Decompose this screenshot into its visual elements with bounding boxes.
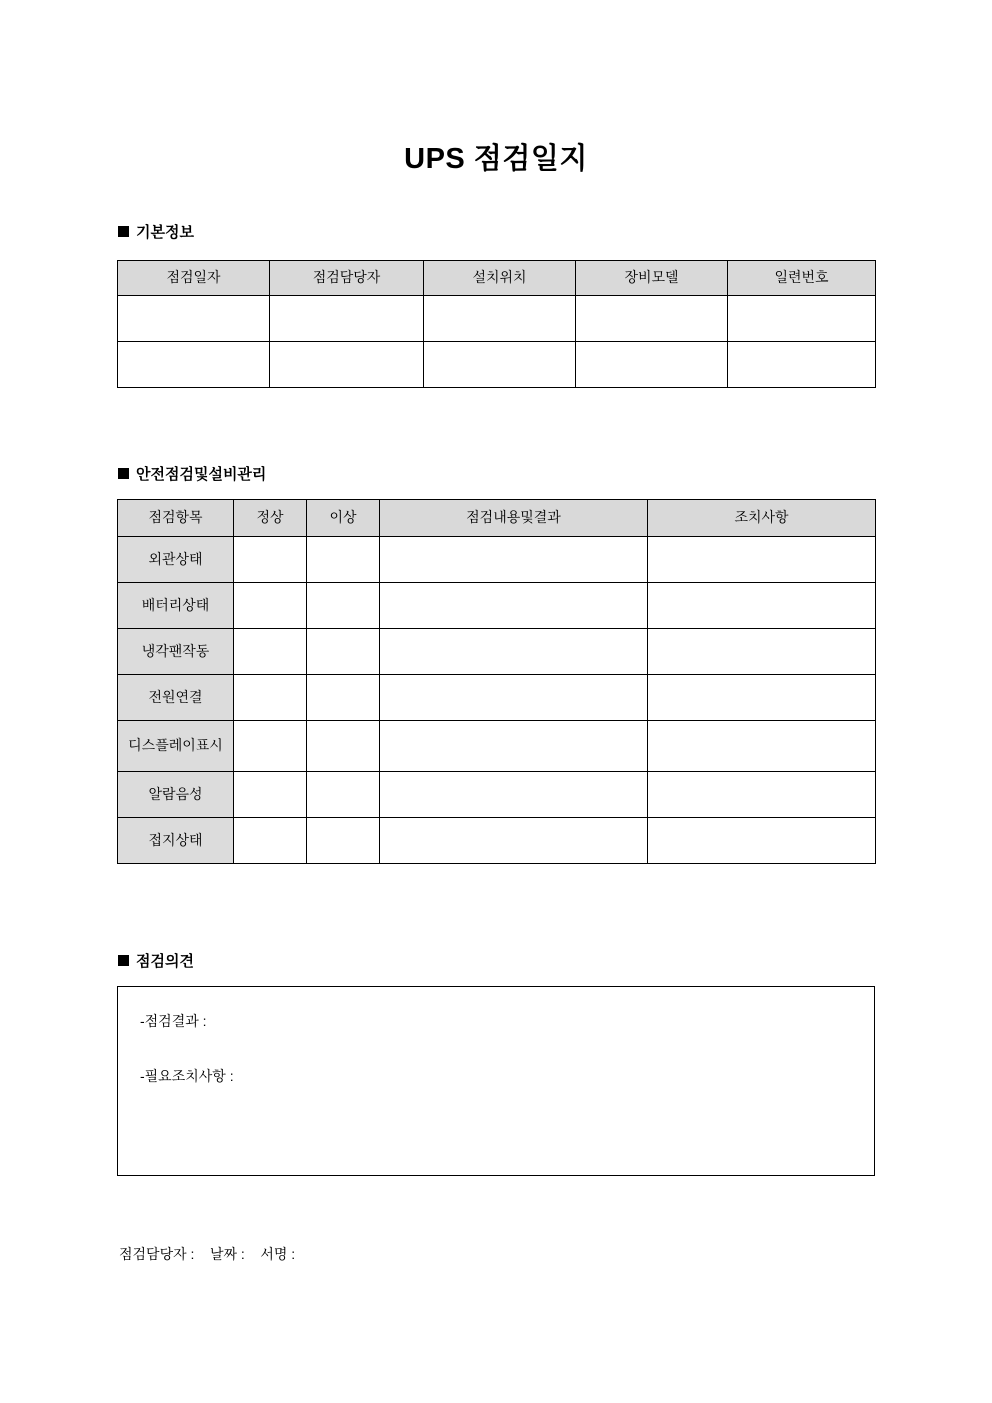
column-header-normal: 정상 (234, 500, 307, 537)
row-label-appearance: 외관상태 (118, 537, 234, 583)
cell-abnormal[interactable] (307, 818, 380, 864)
cell-detail[interactable] (380, 629, 648, 675)
cell-action[interactable] (648, 629, 876, 675)
cell-equipment-model[interactable] (576, 296, 728, 342)
section-heading-basic-info (118, 221, 194, 242)
cell-serial-number[interactable] (728, 342, 876, 388)
column-header-action-taken: 조치사항 (648, 500, 876, 537)
cell-action[interactable] (648, 772, 876, 818)
row-label-power-connection: 전원연결 (118, 675, 234, 721)
cell-abnormal[interactable] (307, 629, 380, 675)
cell-action[interactable] (648, 721, 876, 772)
cell-inspector[interactable] (270, 342, 424, 388)
cell-detail[interactable] (380, 583, 648, 629)
column-header-check-detail: 점검내용및결과 (380, 500, 648, 537)
table-row (118, 721, 876, 772)
section-heading-opinion (118, 950, 194, 971)
basic-info-table (117, 260, 876, 388)
row-label-display-indication: 디스플레이표시 (118, 721, 234, 772)
cell-install-location[interactable] (424, 296, 576, 342)
safety-check-table (117, 499, 876, 864)
cell-normal[interactable] (234, 537, 307, 583)
table-header-row (118, 261, 876, 296)
table-header-row (118, 500, 876, 537)
column-header-inspector: 점검담당자 (270, 261, 424, 296)
table-row (118, 629, 876, 675)
square-bullet-icon (118, 468, 129, 479)
square-bullet-icon (118, 226, 129, 237)
section-heading-opinion-label: 점검의견 (136, 953, 194, 970)
cell-action[interactable] (648, 675, 876, 721)
cell-abnormal[interactable] (307, 675, 380, 721)
cell-detail[interactable] (380, 675, 648, 721)
cell-abnormal[interactable] (307, 583, 380, 629)
cell-abnormal[interactable] (307, 772, 380, 818)
opinion-textbox[interactable] (117, 986, 875, 1176)
column-header-check-item: 점검항목 (118, 500, 234, 537)
section-heading-safety-check-label: 안전점검및설비관리 (136, 466, 267, 483)
cell-equipment-model[interactable] (576, 342, 728, 388)
cell-normal[interactable] (234, 675, 307, 721)
cell-serial-number[interactable] (728, 296, 876, 342)
cell-action[interactable] (648, 818, 876, 864)
cell-normal[interactable] (234, 583, 307, 629)
column-header-serial-number: 일련번호 (728, 261, 876, 296)
opinion-result-label: -점검결과 : (140, 1013, 207, 1029)
cell-normal[interactable] (234, 721, 307, 772)
row-label-grounding: 접지상태 (118, 818, 234, 864)
cell-inspection-date[interactable] (118, 296, 270, 342)
table-row (118, 675, 876, 721)
cell-detail[interactable] (380, 772, 648, 818)
page-title: UPS 점검일지 (404, 143, 588, 175)
cell-install-location[interactable] (424, 342, 576, 388)
column-header-install-location: 설치위치 (424, 261, 576, 296)
cell-normal[interactable] (234, 772, 307, 818)
cell-detail[interactable] (380, 537, 648, 583)
cell-detail[interactable] (380, 721, 648, 772)
cell-inspector[interactable] (270, 296, 424, 342)
column-header-inspection-date: 점검일자 (118, 261, 270, 296)
table-row (118, 296, 876, 342)
row-label-alarm-sound: 알람음성 (118, 772, 234, 818)
column-header-equipment-model: 장비모델 (576, 261, 728, 296)
cell-normal[interactable] (234, 629, 307, 675)
table-row (118, 772, 876, 818)
row-label-battery: 배터리상태 (118, 583, 234, 629)
cell-action[interactable] (648, 537, 876, 583)
column-header-abnormal: 이상 (307, 500, 380, 537)
row-label-cooling-fan: 냉각팬작동 (118, 629, 234, 675)
opinion-required-action-label: -필요조치사항 : (140, 1068, 234, 1084)
table-row (118, 818, 876, 864)
table-row (118, 583, 876, 629)
cell-abnormal[interactable] (307, 537, 380, 583)
cell-detail[interactable] (380, 818, 648, 864)
square-bullet-icon (118, 955, 129, 966)
section-heading-safety-check (118, 463, 266, 484)
table-row (118, 342, 876, 388)
cell-abnormal[interactable] (307, 721, 380, 772)
table-row (118, 537, 876, 583)
cell-action[interactable] (648, 583, 876, 629)
cell-inspection-date[interactable] (118, 342, 270, 388)
section-heading-basic-info-label: 기본정보 (136, 224, 194, 241)
cell-normal[interactable] (234, 818, 307, 864)
signature-line: 점검담당자 : 날짜 : 서명 : (119, 1246, 296, 1262)
